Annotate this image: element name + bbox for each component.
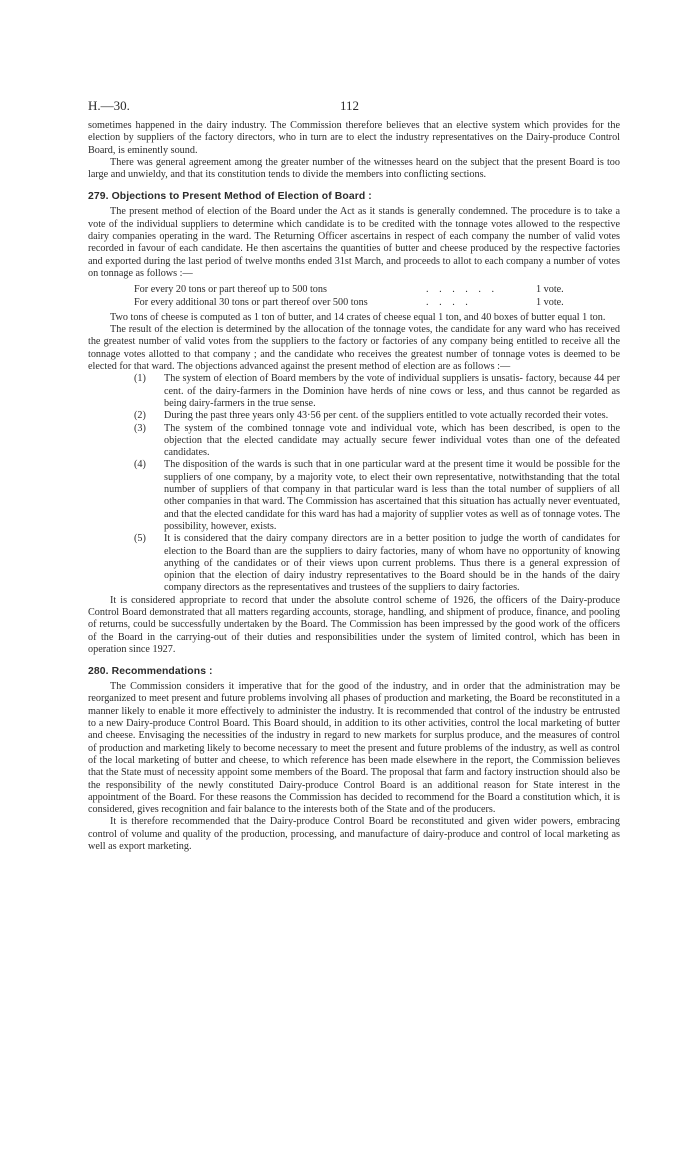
objection-continuation: worth of candidates for election to the Board than are the suppliers to dairy factories, many of whom have no opportunity of knowing anything of the candidates or of their views upon current problems. Thus there is a general expression of opinion that the election of dairy industry representatives to the Board should be in the hands of the dairy company directors as the representatives and trustees of the suppliers to dairy factories. [164, 533, 620, 594]
objection-item [88, 459, 620, 533]
section-279-paragraph-4: It is considered appropriate to record that under the absolute control scheme of 1926, the officers of the Dairy-produce Control Board demonstrated that all matters regarding accounts, storage, handling, and shipment of produce, finance, and pooling of returns, could be successfully undertaken by the Board. The Commission has been impressed by the good work of the officers of the Board in the carrying-out of their duties and responsibilities under the system of limited control, which has been in operation since 1927. [88, 594, 620, 655]
objection-item [88, 373, 620, 410]
tonnage-vote-rates [88, 284, 620, 309]
objection-first-line: The system of the combined tonnage vote and individual vote, which has been described, [164, 422, 555, 434]
rate-leader-dots: . . . . [426, 296, 472, 308]
objection-number: (1) [134, 373, 146, 385]
rate-value: 1 vote. [536, 284, 564, 296]
section-280-paragraph-1: The Commission considers it imperative that for the good of the industry, and in order that the administration may be reorganized to meet present and future problems involving all phases of production and marketing, the Board be reconstituted in a manner likely to enable it more effectively to administer the industry. It is recommended that control of the industry be entrusted to a new Dairy-produce Control Board. This Board should, in addition to its other activities, control the local marketing of butter and cheese. Envisaging the necessities of the industry in regard to new markets for surplus produce, and the measures of control of production and marketing likely to become necessary to meet the present and future problems of the industry, as well as control of the local marketing of butter and cheese, to which reference has been made elsewhere in the report, the Commission believes that the State must of necessity appoint some members of the Board. The proposal that farm and factory instruction should also be the responsibility of the newly constituted Dairy-produce Control Board is an additional reason for State interest in the appointment of the Board. For these reasons the Commission has decided to recommend for the Board a constitution which, it is considered, gives recognition and fair balance to the interests both of the State and of the producers. [88, 681, 620, 816]
objection-first-line: During the past three years only 43·56 per cent. of the suppliers entitled to vote actually [164, 410, 523, 422]
objection-item [88, 423, 620, 460]
rate-row [88, 297, 620, 309]
document-id: H.—30. [88, 98, 130, 113]
intro-paragraph-1: sometimes happened in the dairy industry. The Commission therefore believes that an elective system which provides for the election by suppliers of the factory directors, who in turn are to elect the industry representatives on the Dairy-produce Control Board, is eminently sound. [88, 120, 620, 156]
rate-description: For every additional 30 tons or part thereof over 500 tons [134, 296, 368, 308]
objection-first-line: The disposition of the wards is such that in one particular ward at the present time it [164, 459, 513, 471]
objection-continuation: recorded their votes. [524, 410, 609, 422]
page-number: 112 [340, 98, 360, 113]
objection-number: (5) [134, 533, 146, 545]
objection-continuation: factory, because 44 per cent. of the dairy-farmers in the Dominion have herds of nine cows or less, and thus cannot be regarded as being dairy-farmers in the true sense. [164, 373, 621, 409]
objection-continuation: is open to the objection that the elected candidate may actually secure fewer individual votes than one of the defeated candidates. [164, 422, 620, 459]
objection-item [88, 410, 620, 422]
section-279-heading: 279. Objections to Present Method of Election of Board : [88, 191, 372, 203]
section-279-paragraph-2: Two tons of cheese is computed as 1 ton of butter, and 14 crates of cheese equal 1 ton, and 40 boxes of butter equal 1 ton. [110, 311, 606, 323]
objection-number: (3) [134, 422, 146, 434]
section-279-paragraph-1: The present method of election of the Board under the Act as it stands is generally condemned. The procedure is to take a vote of the individual suppliers to determine which candidate is to be credited with the tonnage votes allowed to the respective dairy companies operating in the ward. The Returning Officer ascertains in respect of each company the number of valid votes recorded in favour of each candidate. He then ascertains the quantities of butter and cheese produced by the respective factories and exported during the last period of twelve months ended 31st March, and proceeds to allot to each company a number of votes on tonnage as follows :— [88, 206, 620, 279]
rate-row [88, 284, 620, 296]
document-page [88, 98, 620, 853]
objection-first-line: The system of election of Board members by the vote of individual suppliers is unsatis- [164, 373, 523, 385]
objection-number: (2) [134, 410, 146, 422]
objection-item [88, 533, 620, 594]
rate-leader-dots: . . . . . . [426, 284, 499, 296]
rate-description: For every 20 tons or part thereof up to 500 tons [134, 284, 327, 296]
section-280-heading: 280. Recommendations : [88, 666, 213, 678]
section-279-paragraph-3: The result of the election is determined by the allocation of the tonnage votes, the candidate for any ward who has received the greatest number of valid votes from the suppliers to the factory or factories of any company being entitled to receive all the tonnage votes allotted to that company ; and the candidate who receives the greatest number of tonnage votes is deemed to be elected for that ward. The objections advanced against the present method of election are as follows :— [88, 324, 620, 373]
objection-continuation: would be possible for the suppliers of one company, by a majority vote, to elect their own representative, notwithstanding that the total number of suppliers of that company in that particular ward is less than the total number of suppliers of all other companies in that ward. The Commission has ascertained that this situation has actually never eventuated, and that the elected candidate for this ward has had a majority of supplier votes as well as of tonnage votes. The possibility, however, exists. [164, 459, 621, 532]
objection-number: (4) [134, 459, 146, 471]
section-280-paragraph-2: It is therefore recommended that the Dairy-produce Control Board be reconstituted and given wider powers, embracing control of volume and quality of the production, processing, and manufacture of dairy-produce and control of local marketing as well as export marketing. [88, 816, 620, 853]
objections-list [88, 373, 620, 594]
rate-value: 1 vote. [536, 296, 564, 308]
page-header [88, 98, 620, 120]
objection-first-line: It is considered that the dairy company directors are in a better position to judge the [164, 533, 519, 545]
intro-paragraph-2: There was general agreement among the greater number of the witnesses heard on the subject that the present Board is too large and unwieldy, and that its constitution tends to divide the members into conflicting sections. [88, 156, 620, 181]
